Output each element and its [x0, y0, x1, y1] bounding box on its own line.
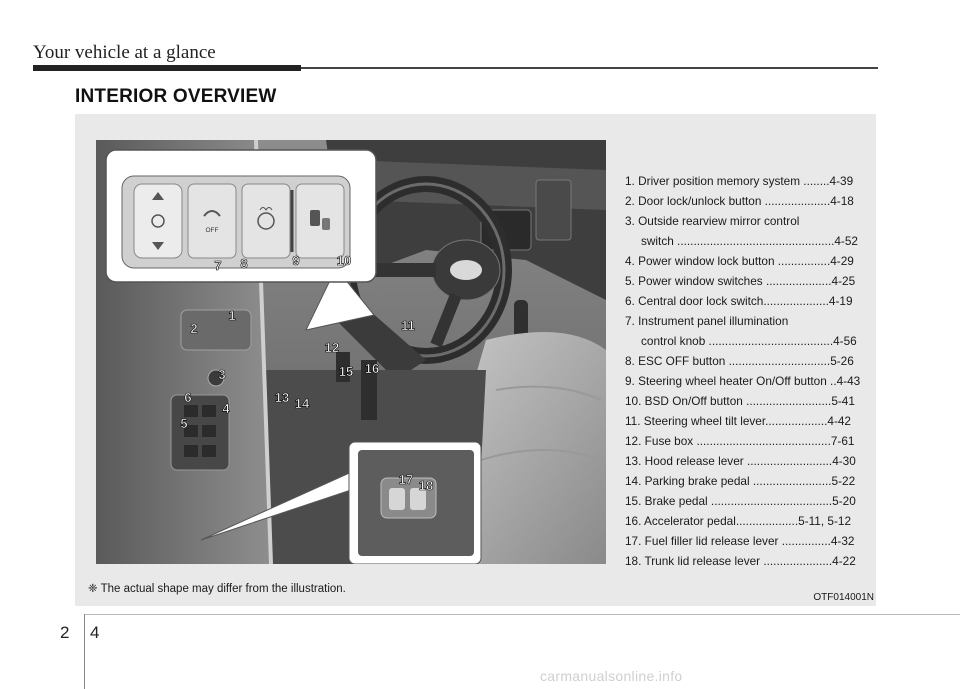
callout-10: 10: [336, 253, 352, 268]
component-legend: [625, 171, 870, 571]
legend-item: 3. Outside rearview mirror control: [625, 214, 800, 228]
legend-item: 4. Power window lock button ................4-29: [625, 254, 854, 268]
callout-2: 2: [190, 321, 198, 336]
legend-item: 15. Brake pedal .....................................5-20: [625, 494, 856, 508]
header-tab: [33, 65, 301, 71]
legend-item: 11. Steering wheel tilt lever...................4-42: [625, 414, 851, 428]
callout-12: 12: [324, 340, 340, 355]
legend-item: 5. Power window switches ....................4-25: [625, 274, 856, 288]
interior-illustration: [96, 140, 606, 564]
callout-11: 11: [401, 318, 415, 333]
legend-item: 10. BSD On/Off button ..........................5-41: [625, 394, 855, 408]
callout-13: 13: [274, 390, 290, 405]
legend-item: 7. Instrument panel illumination: [625, 314, 789, 328]
callout-18: 18: [418, 478, 434, 493]
callout-15: 15: [338, 364, 354, 379]
watermark: carmanualsonline.info: [540, 668, 683, 684]
legend-item: 2. Door lock/unlock button ....................4-18: [625, 194, 854, 208]
callout-6: 6: [184, 390, 192, 405]
callout-5: 5: [180, 416, 188, 431]
legend-item-continuation: control knob ......................................4-56: [641, 334, 857, 348]
callout-17: 17: [398, 472, 414, 487]
illustration-note: ❈ The actual shape may differ from the illustration.: [88, 583, 346, 595]
callout-1: 1: [228, 308, 236, 323]
callout-4: 4: [222, 401, 230, 416]
legend-item: 6. Central door lock switch....................4-19: [625, 294, 853, 308]
legend-item: 16. Accelerator pedal...................5-11, 5-12: [625, 514, 852, 528]
callout-7: 7: [214, 258, 222, 273]
esc-off-label: OFF: [205, 227, 219, 234]
legend-item: 14. Parking brake pedal ........................5-22: [625, 474, 856, 488]
legend-item: 13. Hood release lever ..........................4-30: [625, 454, 856, 468]
legend-item: 8. ESC OFF button ...............................5-26: [625, 354, 854, 368]
footer-divider: [84, 614, 85, 689]
interior-drawing: [96, 140, 606, 564]
legend-item: 17. Fuel filler lid release lever ...............4-32: [625, 534, 855, 548]
page-number: 4: [90, 623, 100, 642]
callout-16: 16: [364, 361, 380, 376]
section-title: INTERIOR OVERVIEW: [75, 86, 277, 107]
figure-code: OTF014001N: [813, 592, 874, 603]
footer-rule: [84, 614, 960, 615]
legend-item: 9. Steering wheel heater On/Off button ..4-43: [625, 374, 861, 388]
legend-item: 12. Fuse box .........................................7-61: [625, 434, 855, 448]
legend-item-continuation: switch ................................................4-52: [641, 234, 858, 248]
callout-3: 3: [218, 367, 226, 382]
callout-8: 8: [240, 256, 248, 271]
legend-item: 18. Trunk lid release lever .....................4-22: [625, 554, 856, 568]
header-title: Your vehicle at a glance: [33, 42, 216, 63]
legend-item: 1. Driver position memory system ........4-39: [625, 174, 854, 188]
callout-9: 9: [292, 253, 300, 268]
callout-14: 14: [294, 396, 310, 411]
chapter-number: 2: [60, 623, 70, 642]
